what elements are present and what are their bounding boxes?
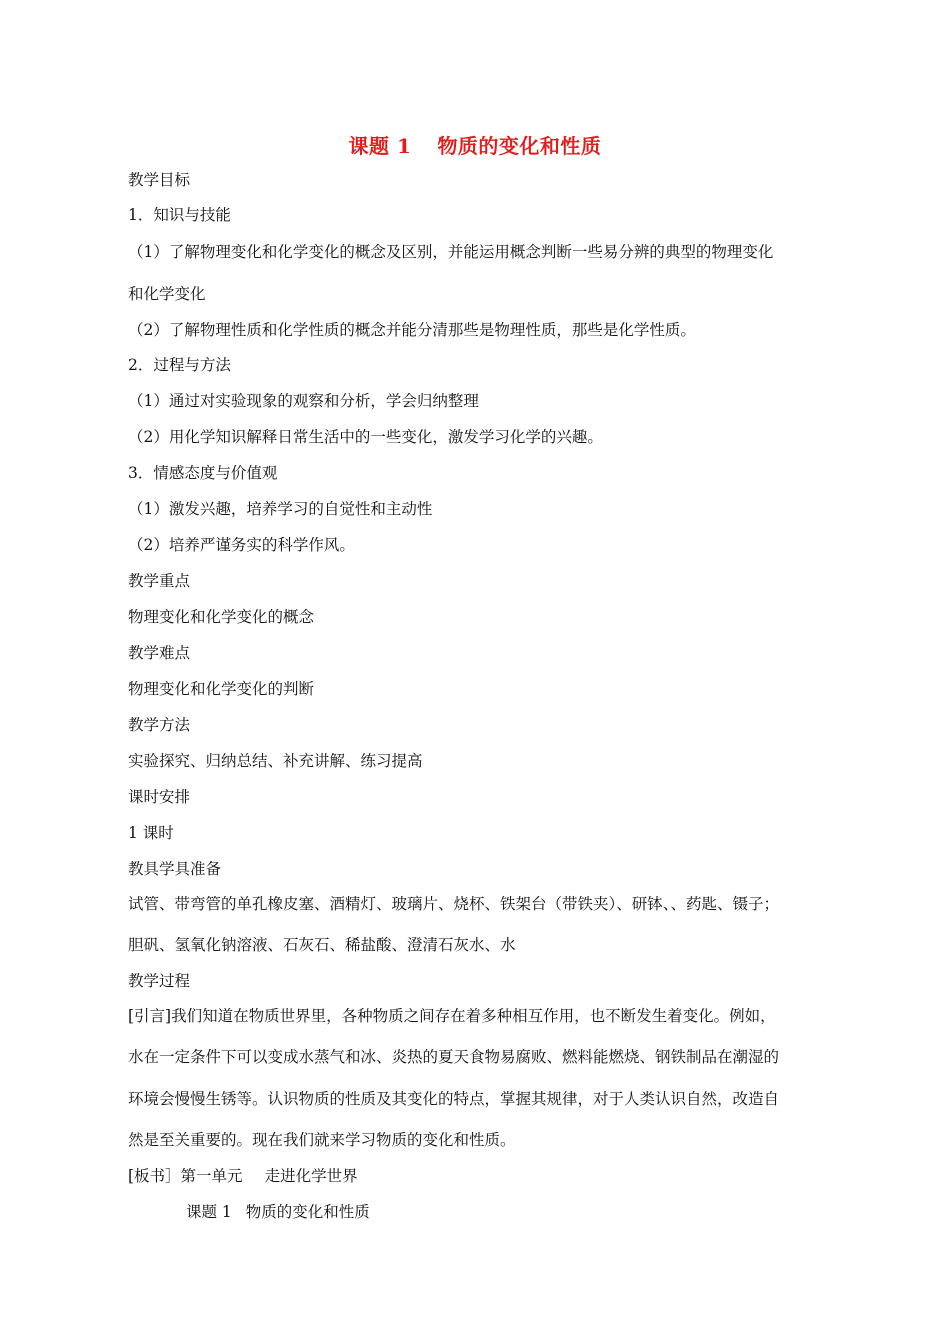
heading-teaching-methods: 教学方法 [128, 716, 191, 734]
goal-item: （2）用化学知识解释日常生活中的一些变化，激发学习化学的兴趣。 [128, 428, 603, 446]
heading-key-points: 教学重点 [128, 572, 191, 590]
intro-paragraph-line: 水在一定条件下可以变成水蒸气和冰、炎热的夏天食物易腐败、燃料能燃烧、钢铁制品在潮湿的 [128, 1048, 780, 1066]
goal-item: （2）培养严谨务实的科学作风。 [128, 536, 355, 554]
intro-paragraph-line: 然是至关重要的。现在我们就来学习物质的变化和性质。 [128, 1131, 516, 1149]
title-name: 物质的变化和性质 [437, 134, 602, 158]
board-lesson-line [186, 1202, 370, 1222]
materials-text-continued: 胆矾、氢氧化钠溶液、石灰石、稀盐酸、澄清石灰水、水 [128, 936, 516, 954]
key-points-text: 物理变化和化学变化的概念 [128, 608, 315, 626]
board-lesson-name: 物质的变化和性质 [245, 1203, 370, 1221]
goal-item: （2）了解物理性质和化学性质的概念并能分清那些是物理性质，那些是化学性质。 [128, 321, 696, 339]
board-lesson-number: 课题 1 [186, 1203, 232, 1221]
heading-teaching-process: 教学过程 [128, 972, 191, 990]
difficulties-text: 物理变化和化学变化的判断 [128, 680, 315, 698]
heading-materials: 教具学具准备 [128, 860, 222, 878]
title-number: 课题 1 [348, 134, 412, 158]
board-unit-line [128, 1166, 358, 1186]
materials-text: 试管、带弯管的单孔橡皮塞、酒精灯、玻璃片、烧杯、铁架台（带铁夹）、研钵、、药匙、镊子； [128, 895, 780, 913]
page-title [0, 130, 950, 159]
heading-teaching-goals: 教学目标 [128, 171, 191, 189]
subheading-process-methods: 2．过程与方法 [128, 356, 231, 374]
subheading-attitudes-values: 3．情感态度与价值观 [128, 464, 278, 482]
goal-item: （1）了解物理变化和化学变化的概念及区别，并能运用概念判断一些易分辨的典型的物理变化 [128, 243, 774, 261]
schedule-text: 1 课时 [128, 824, 174, 842]
heading-difficulties: 教学难点 [128, 644, 191, 662]
goal-item: （1）激发兴趣，培养学习的自觉性和主动性 [128, 500, 433, 518]
teaching-methods-text: 实验探究、归纳总结、补充讲解、练习提高 [128, 752, 423, 770]
subheading-knowledge-skills: 1．知识与技能 [128, 206, 231, 224]
intro-paragraph-line: [引言]我们知道在物质世界里，各种物质之间存在着多种相互作用，也不断发生着变化。例如， [128, 1007, 776, 1025]
board-tag: [板书］第一单元 [128, 1167, 243, 1185]
goal-item: （1）通过对实验现象的观察和分析，学会归纳整理 [128, 392, 479, 410]
board-unit-title: 走进化学世界 [264, 1167, 358, 1185]
heading-schedule: 课时安排 [128, 788, 191, 806]
intro-paragraph-line: 环境会慢慢生锈等。认识物质的性质及其变化的特点，掌握其规律，对于人类认识自然，改造自 [128, 1090, 780, 1108]
goal-item-continued: 和化学变化 [128, 285, 206, 303]
